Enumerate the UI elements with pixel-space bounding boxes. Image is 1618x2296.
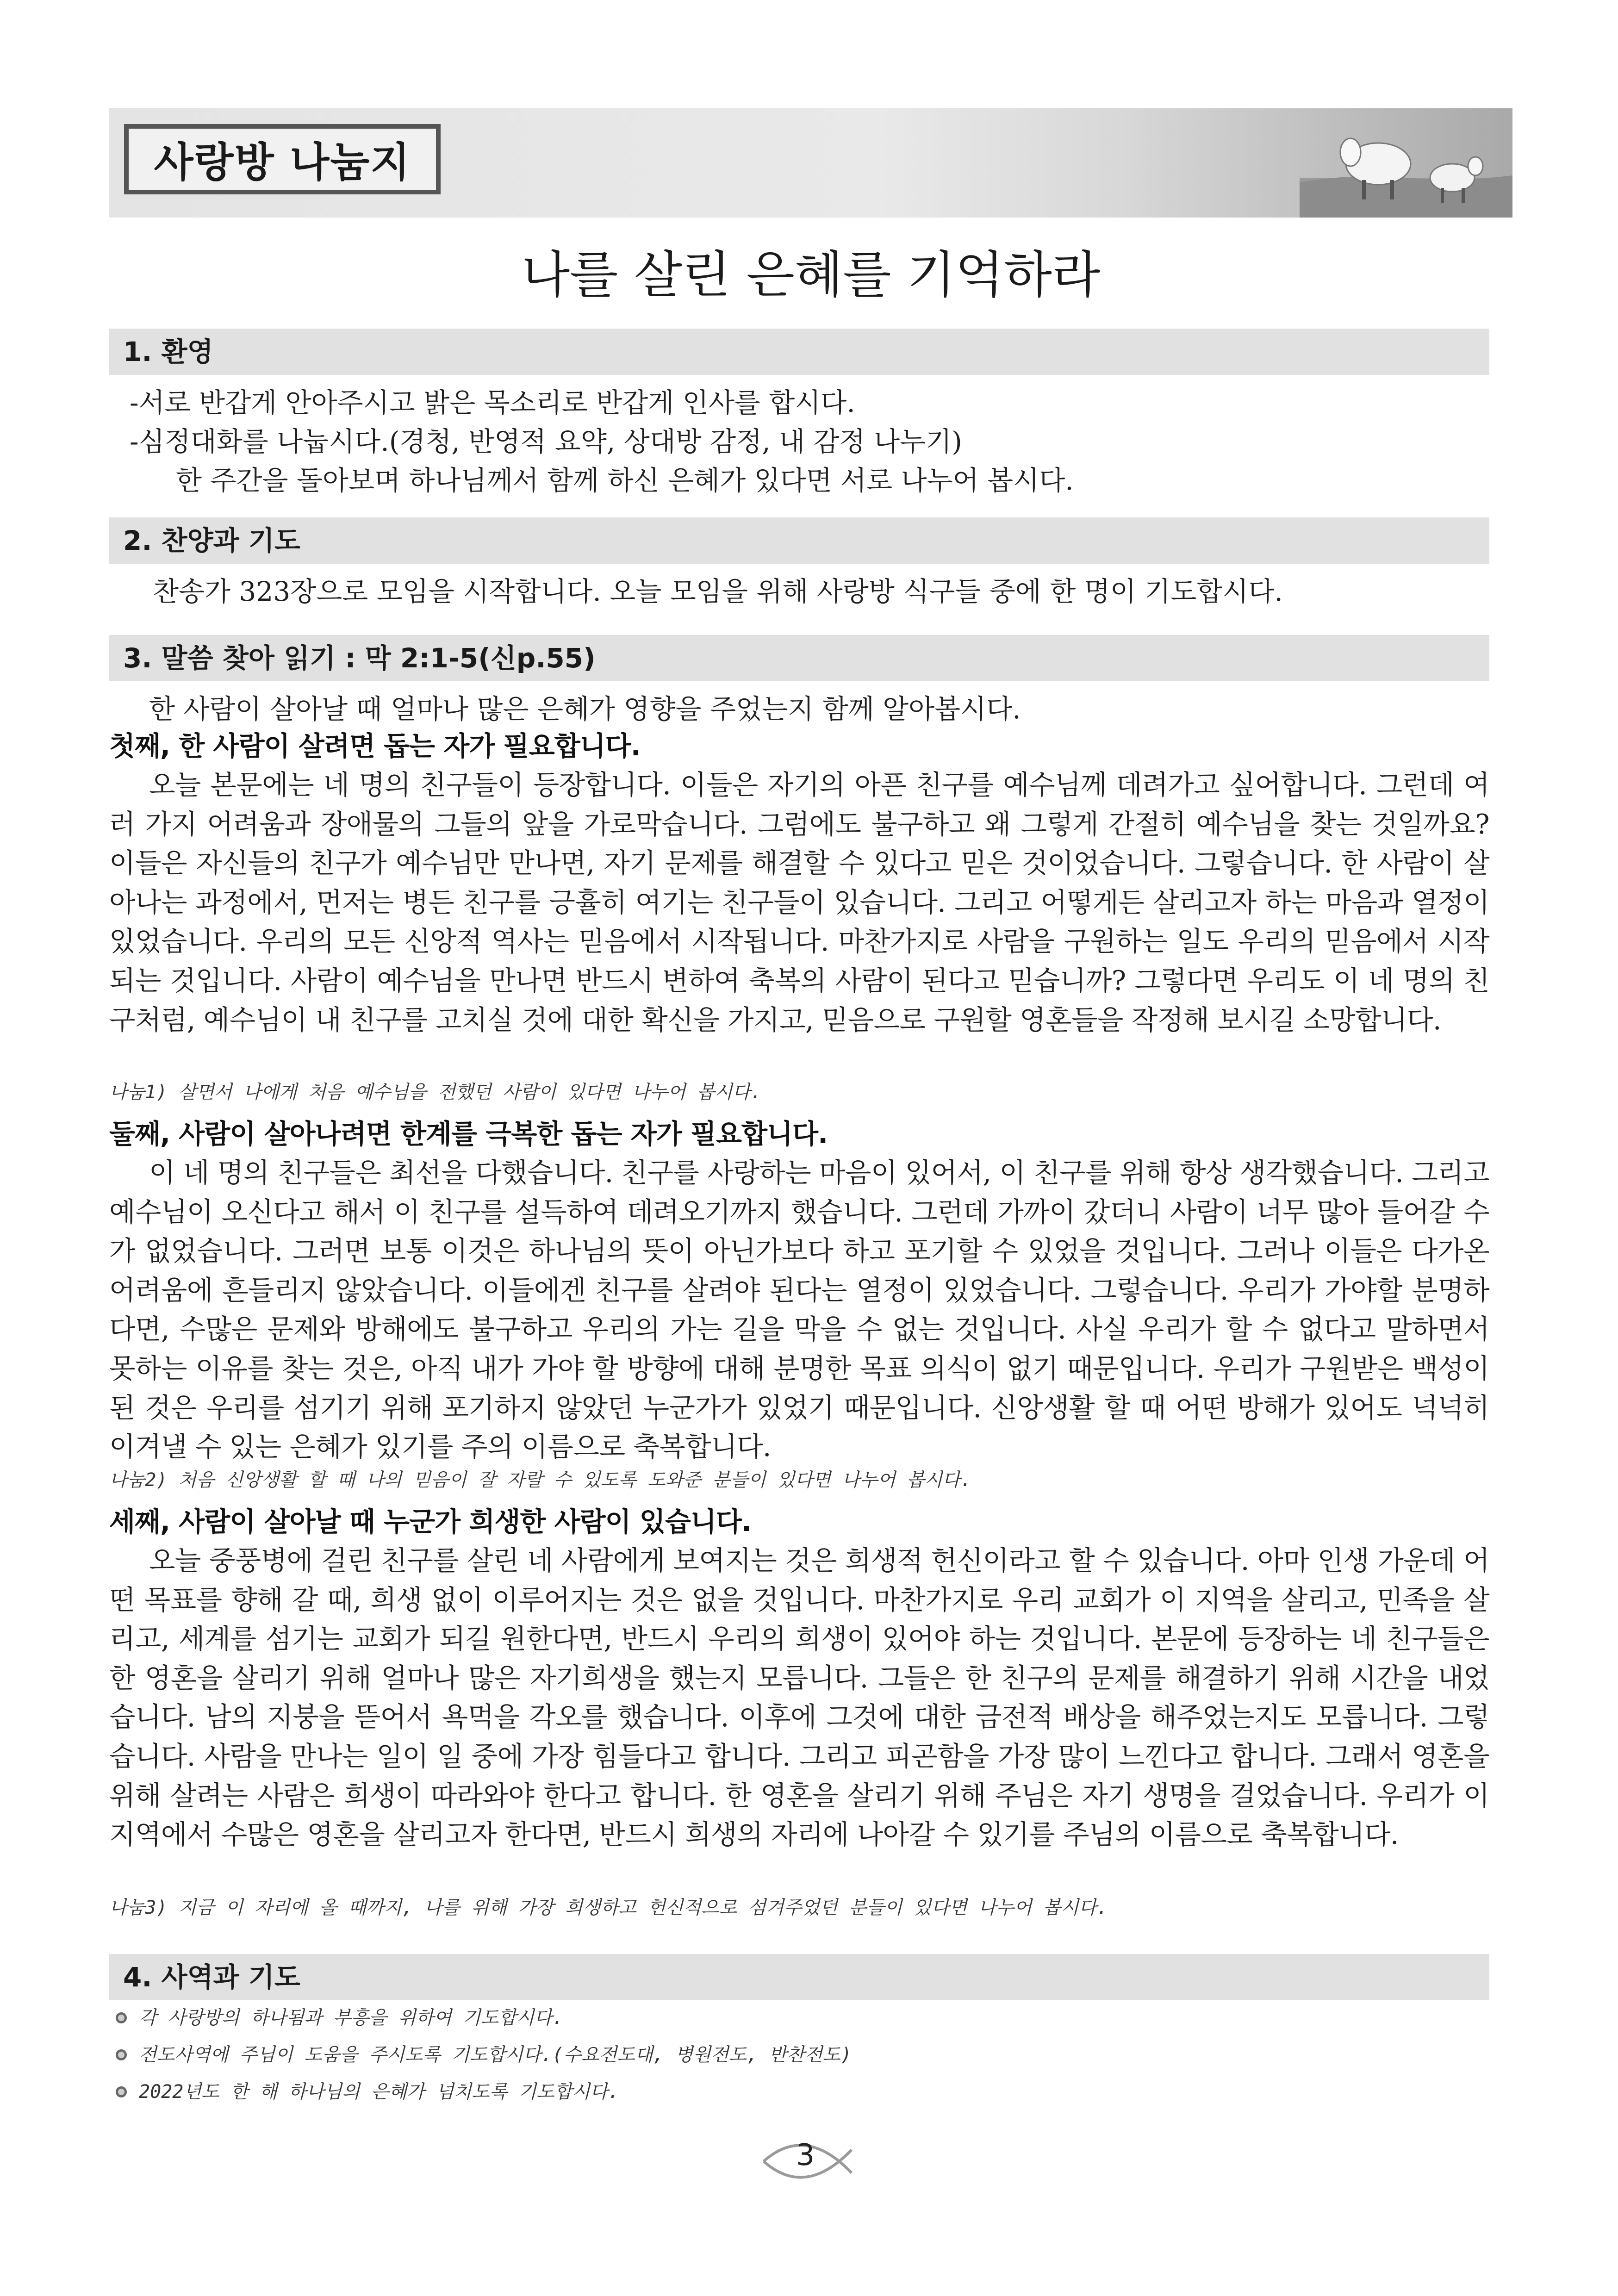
- header-banner: [109, 108, 1512, 218]
- banner-title: 사랑방 나눔지: [154, 138, 411, 186]
- prayer-item-text: 전도사역에 주님이 도움을 주시도록 기도합시다.(수요전도대, 병원전도, 반찬전도): [139, 2044, 852, 2066]
- section-heading-scripture: 3. 말씀 찾아 읽기 : 막 2:1-5(신p.55): [109, 635, 1489, 681]
- sheep-icon: [1300, 108, 1512, 218]
- prayer-item-text: 각 사랑방의 하나됨과 부흥을 위하여 기도합시다.: [139, 2007, 564, 2028]
- sharing-question-1: 나눔1) 살면서 나에게 처음 예수님을 전했던 사람이 있다면 나누어 봅시다.: [109, 1082, 762, 1103]
- page-title: 나를 살린 은혜를 기억하라: [521, 246, 1101, 304]
- prayer-item-text: 2022년도 한 해 하나님의 은혜가 넘치도록 기도합시다.: [139, 2081, 619, 2103]
- point-2-body: 이 네 명의 친구들은 최선을 다했습니다. 친구를 사랑하는 마음이 있어서, 이 친구를 위해 항상 생각했습니다. 그리고 예수님이 오신다고 해서 이 친구를 설득하여 데려오기까지 했습니다. 그런데 가까이 갔더니 사람이 너무 많아 들어갈 수가 없었습니다. 그러면 보통 이것은 하나님의 뜻이 아닌가보다 하고 포기할 수 있었을 것입니다. 그러나 이들은 다가온 어려움에 흔들리지 않았습니다. 이들에겐 친구를 살려야 된다는 열정이 있었습니다. 그렇습니다. 우리가 가야할 분명하다면, 수많은 문제와 방해에도 불구하고 우리의 가는 길을 막을 수 없는 것입니다. 사실 우리가 할 수 없다고 말하면서 못하는 이유를 찾는 것은, 아직 내가 가야 할 방향에 대해 분명한 목표 의식이 없기 때문입니다. 우리가 구원받은 백성이 된 것은 우리를 섬기기 위해 포기하지 않았던 누군가가 있었기 때문입니다. 신앙생활 할 때 어떤 방해가 있어도 넉넉히 이겨낼 수 있는 은혜가 있기를 주의 이름으로 축복합니다.: [109, 1157, 1489, 1463]
- section-heading-welcome: 1. 환영: [109, 329, 1489, 375]
- praise-text: 찬송가 323장으로 모임을 시작합니다. 오늘 모임을 위해 사랑방 식구들 중에 한 명이 기도합시다.: [153, 576, 1283, 607]
- point-3-body: 오늘 중풍병에 걸린 친구를 살린 네 사람에게 보여지는 것은 희생적 헌신이라고 할 수 있습니다. 아마 인생 가운데 어떤 목표를 향해 갈 때, 희생 없이 이루어지는 것은 없을 것입니다. 마찬가지로 우리 교회가 이 지역을 살리고, 민족을 살리고, 세계를 섬기는 교회가 되길 원한다면, 반드시 우리의 희생이 있어야 하는 것입니다. 본문에 등장하는 네 친구들은 한 영혼을 살리기 위해 얼마나 많은 자기희생을 했는지 모릅니다. 그들은 한 친구의 문제를 해결하기 위해 시간을 내었습니다. 남의 지붕을 뜯어서 욕먹을 각오를 했습니다. 이후에 그것에 대한 금전적 배상을 해주었는지도 모릅니다. 그렇습니다. 사람을 만나는 일이 일 중에 가장 힘들다고 합니다. 그리고 피곤함을 가장 많이 느낀다고 합니다. 그래서 영혼을 위해 살려는 사람은 희생이 따라와야 한다고 합니다. 한 영혼을 살리기 위해 주님은 자기 생명을 걸었습니다. 우리가 이 지역에서 수많은 영혼을 살리고자 한다면, 반드시 희생의 자리에 나아갈 수 있기를 주님의 이름으로 축복합니다.: [109, 1545, 1489, 1851]
- point-3-title: 세째, 사람이 살아날 때 누군가 희생한 사람이 있습니다.: [109, 1506, 752, 1537]
- prayer-item: [116, 2078, 619, 2106]
- scripture-intro: 한 사람이 살아날 때 얼마나 많은 은혜가 영향을 주었는지 함께 알아봅시다.: [149, 693, 1021, 725]
- sharing-question-3: 나눔3) 지금 이 자리에 올 때까지, 나를 위해 가장 희생하고 헌신적으로 섬겨주었던 분들이 있다면 나누어 봅시다.: [109, 1897, 1108, 1918]
- point-1-title: 첫째, 한 사람이 살려면 돕는 자가 필요합니다.: [109, 730, 641, 762]
- section-heading-prayer: 4. 사역과 기도: [109, 1954, 1489, 2000]
- prayer-item: [116, 2041, 852, 2069]
- prayer-item: [116, 2004, 563, 2032]
- point-2-title: 둘째, 사람이 살아나려면 한계를 극복한 돕는 자가 필요합니다.: [109, 1118, 828, 1150]
- welcome-line-1: -서로 반갑게 안아주시고 밝은 목소리로 반갑게 인사를 합시다.: [130, 387, 855, 418]
- page-number: 3: [796, 2138, 815, 2172]
- bullet-icon: [116, 2049, 127, 2060]
- bullet-icon: [116, 2012, 127, 2023]
- page-footer: [759, 2129, 870, 2194]
- bullet-icon: [116, 2086, 127, 2097]
- welcome-line-3: 한 주간을 돌아보며 하나님께서 함께 하신 은혜가 있다면 서로 나누어 봅시다.: [176, 465, 1074, 496]
- point-1-body: 오늘 본문에는 네 명의 친구들이 등장합니다. 이들은 자기의 아픈 친구를 예수님께 데려가고 싶어합니다. 그런데 여러 가지 어려움과 장애물의 그들의 앞을 가로막습니다. 그럼에도 불구하고 왜 그렇게 간절히 예수님을 찾는 것일까요? 이들은 자신들의 친구가 예수님만 만나면, 자기 문제를 해결할 수 있다고 믿은 것이었습니다. 그렇습니다. 한 사람이 살아나는 과정에서, 먼저는 병든 친구를 긍휼히 여기는 친구들이 있습니다. 그리고 어떻게든 살리고자 하는 마음과 열정이 있었습니다. 우리의 모든 신앙적 역사는 믿음에서 시작됩니다. 마찬가지로 사람을 구원하는 일도 우리의 믿음에서 시작되는 것입니다. 사람이 예수님을 만나면 반드시 변하여 축복의 사람이 된다고 믿습니까? 그렇다면 우리도 이 네 명의 친구처럼, 예수님이 내 친구를 고치실 것에 대한 확신을 가지고, 믿음으로 구원할 영혼들을 작정해 보시길 소망합니다.: [109, 769, 1489, 1036]
- banner-title-box: [124, 124, 441, 194]
- section-heading-praise: 2. 찬양과 기도: [109, 517, 1489, 564]
- welcome-line-2: -심정대화를 나눕시다.(경청, 반영적 요약, 상대방 감정, 내 감정 나누기): [130, 426, 962, 457]
- sharing-question-2: 나눔2) 처음 신앙생활 할 때 나의 믿음이 잘 자랄 수 있도록 도와준 분들이 있다면 나누어 봅시다.: [109, 1469, 972, 1491]
